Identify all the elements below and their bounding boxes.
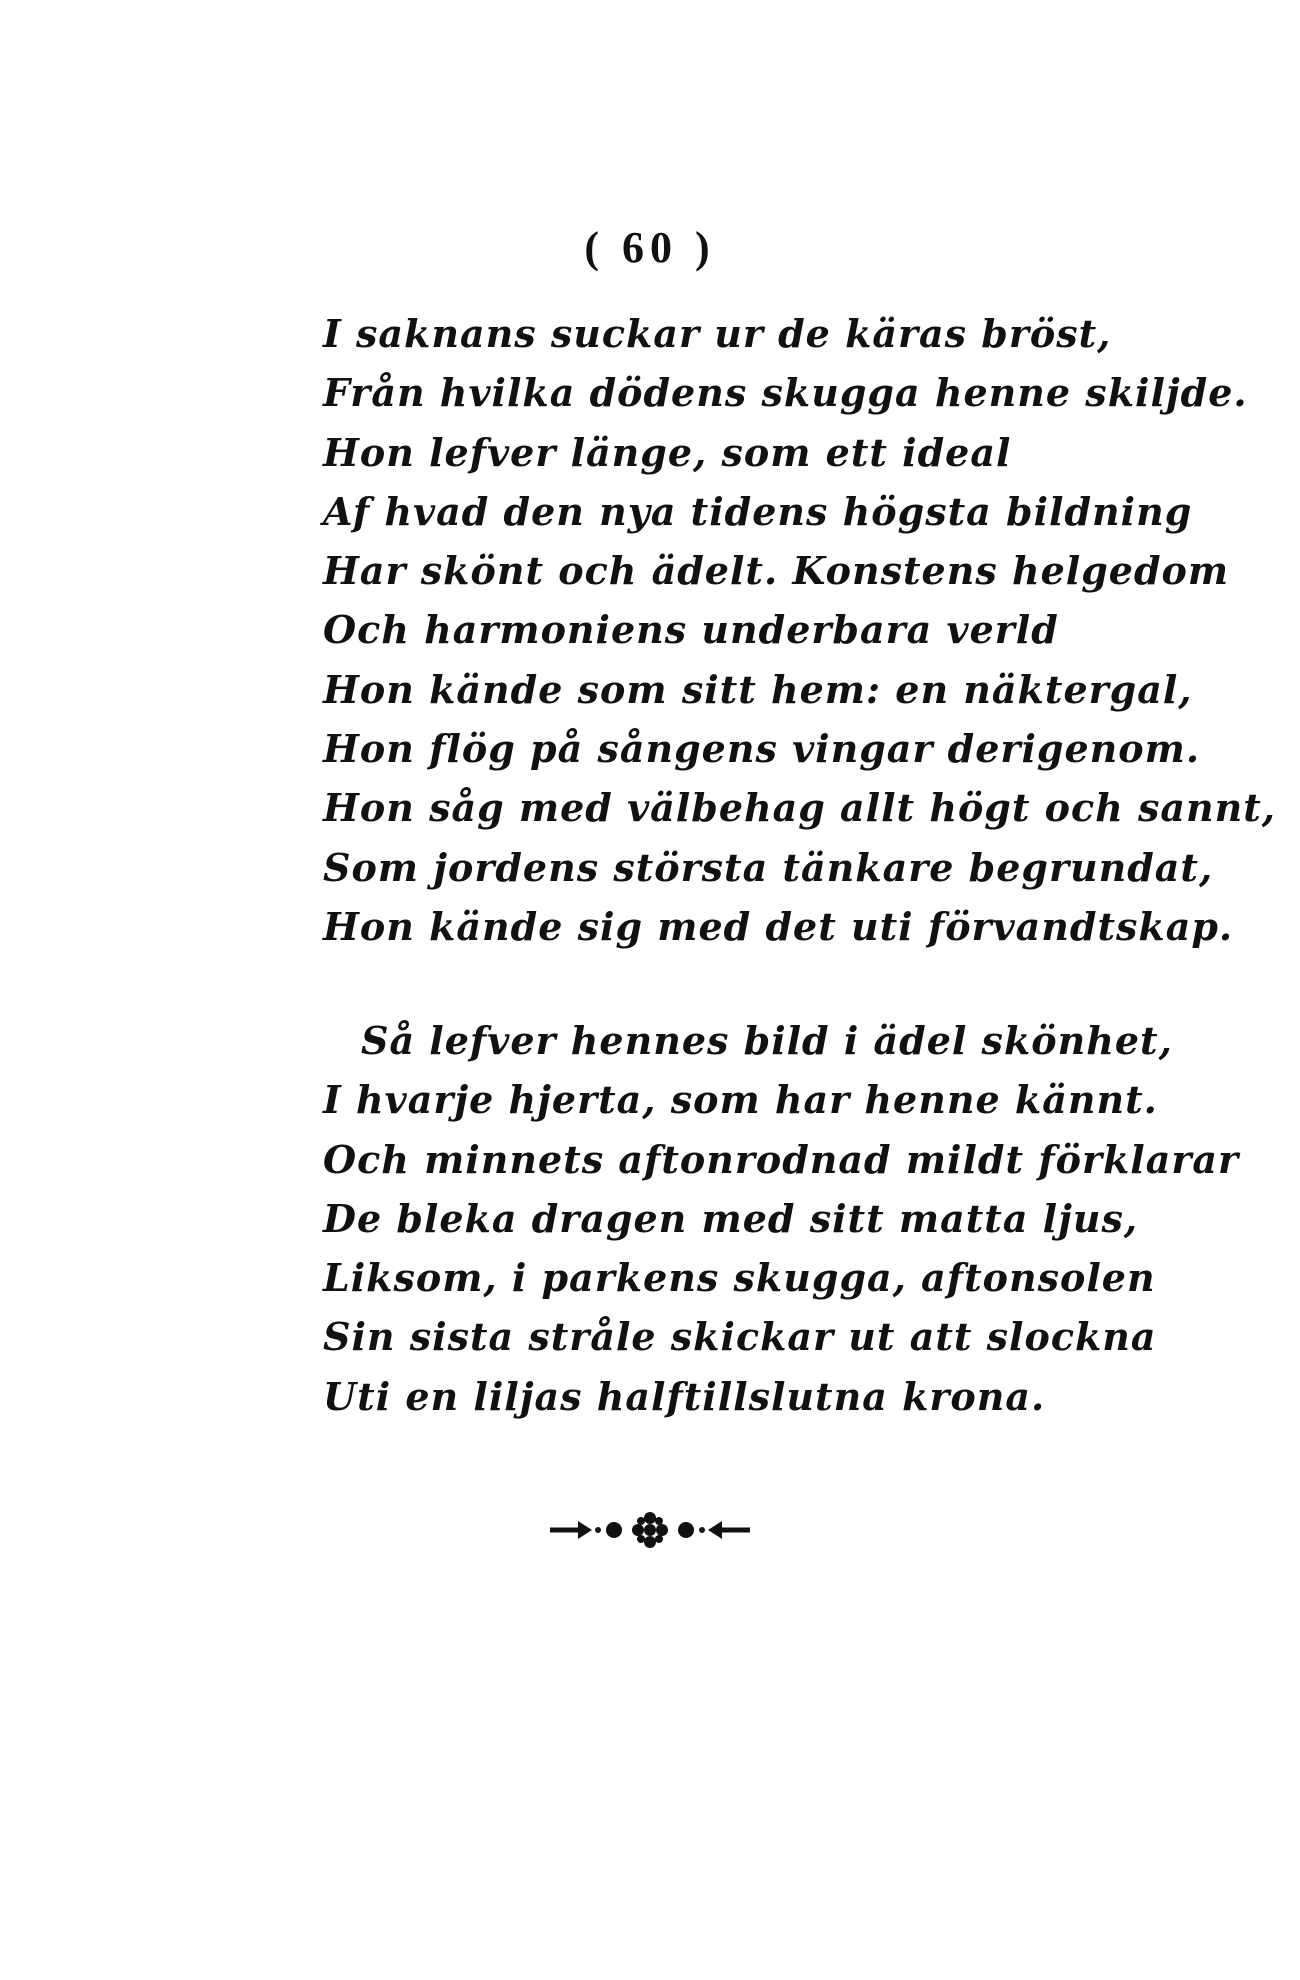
poem-line: De bleka dragen med sitt matta ljus,	[323, 1195, 1139, 1241]
poem-line: Hon flög på sångens vingar derigenom.	[323, 726, 1201, 772]
poem-line: I saknans suckar ur de käras bröst,	[323, 311, 1112, 356]
poem-line: Hon lefver länge, som ett ideal	[323, 429, 1012, 475]
poem-line: Hon såg med välbehag allt högt och sannt,	[323, 785, 1277, 831]
page-number: ( 60 )	[584, 223, 716, 272]
poem-line: Som jordens största tänkare begrundat,	[323, 844, 1214, 890]
poem-line: Uti en liljas halftillslutna krona.	[323, 1373, 1046, 1419]
poem-line: Har skönt och ädelt. Konstens helgedom	[323, 548, 1230, 594]
poem-line: Och minnets aftonrodnad mildt förklarar	[323, 1136, 1240, 1182]
poem-line: Och harmoniens underbara verld	[323, 607, 1059, 653]
poem-line: Af hvad den nya tidens högsta bildning	[323, 488, 1193, 534]
poem-line: Så lefver hennes bild i ädel skönhet,	[361, 1018, 1173, 1063]
poem-line: I hvarje hjerta, som har henne kännt.	[323, 1077, 1158, 1123]
poem-line: Från hvilka dödens skugga henne skiljde.	[323, 370, 1248, 416]
stanza-1	[323, 304, 1277, 956]
poem-line: Hon kände som sitt hem: en näktergal,	[323, 666, 1193, 712]
poem-line: Sin sista stråle skickar ut att slockna	[323, 1314, 1157, 1360]
poem-line: Liksom, i parkens skugga, aftonsolen	[323, 1255, 1156, 1301]
fleuron-icon	[0, 1510, 1300, 1554]
fleuron-icon	[540, 1510, 760, 1550]
poem-line: Hon kände sig med det uti förvandtskap.	[323, 903, 1234, 949]
stanza-2	[323, 1011, 1240, 1426]
